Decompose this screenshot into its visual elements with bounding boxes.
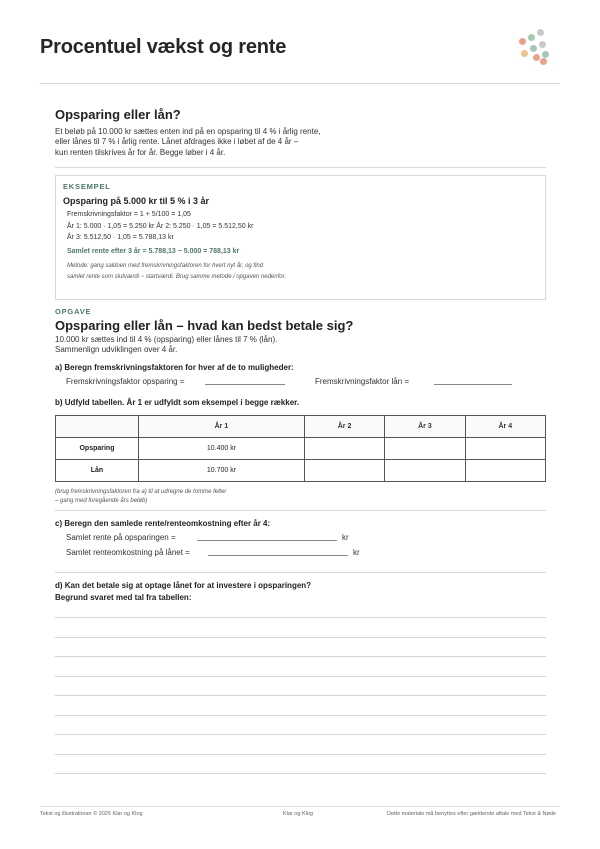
task-line: 10.000 kr sættes ind til 4 % (opsparing) eller lånes til 7 % (lån).: [55, 335, 278, 344]
table-header-cell: [56, 416, 139, 438]
answer-line[interactable]: [55, 617, 546, 618]
example-result: Samlet rente efter 3 år = 5.788,13 − 5.000 = 788,13 kr: [67, 248, 240, 255]
table-header-cell: År 1: [139, 416, 305, 438]
unit-kr: kr: [353, 548, 360, 557]
task-heading: Opsparing eller lån – hvad kan bedst betale sig?: [55, 318, 354, 333]
table-cell-empty[interactable]: [304, 460, 384, 482]
table-note-line: (brug fremskrivningsfaktoren fra a) til at udregne de tomme felter: [55, 489, 227, 495]
example-calculation: [67, 209, 537, 244]
section-divider: [55, 572, 546, 573]
footer-license: Dette materiale må benyttes efter gældende aftale med Tekst & Nøde: [387, 811, 556, 817]
intro-line: Et beløb på 10.000 kr sættes enten ind på en opsparing til 4 % i årlig rente,: [55, 127, 321, 136]
answer-line[interactable]: [55, 656, 546, 657]
answer-line[interactable]: [55, 695, 546, 696]
table-header-cell: År 3: [385, 416, 465, 438]
table-row: [56, 460, 546, 482]
table-note-line: – gang med foregående års beløb): [55, 497, 148, 504]
example-note: [67, 261, 537, 282]
answer-line[interactable]: [55, 734, 546, 735]
intro-heading: Opsparing eller lån?: [55, 107, 181, 122]
task-label: OPGAVE: [55, 307, 92, 316]
table-cell-empty[interactable]: [385, 460, 465, 482]
example-line: År 3: 5.512,50 · 1,05 = 5.788,13 kr: [67, 234, 174, 241]
table-cell: 10.700 kr: [139, 460, 305, 482]
example-line: Fremskrivningsfaktor = 1 + 5/100 = 1,05: [67, 211, 191, 218]
brand-logo: [515, 28, 555, 68]
question-d: d) Kan det betale sig at optage lånet for at investere i opsparingen?: [55, 581, 312, 590]
total-interest-savings-answer-line[interactable]: [197, 540, 337, 541]
section-divider: [55, 167, 546, 168]
question-b: b) Udfyld tabellen. År 1 er udfyldt som eksempel i begge rækker.: [55, 398, 300, 407]
answer-line[interactable]: [55, 715, 546, 716]
factor-loan-label: Fremskrivningsfaktor lån =: [315, 377, 410, 386]
table-cell: 10.400 kr: [139, 438, 305, 460]
question-c: c) Beregn den samlede rente/renteomkostning efter år 4:: [55, 519, 271, 528]
table-cell-empty[interactable]: [465, 460, 545, 482]
total-interest-loan-answer-line[interactable]: [208, 555, 348, 556]
answer-line[interactable]: [55, 676, 546, 677]
example-note-line: samlet rente som slutværdi − startværdi. Brug samme metode i opgaven nedenfor.: [67, 273, 287, 280]
page-title: Procentuel vækst og rente: [40, 36, 287, 58]
table-row: [56, 438, 546, 460]
intro-line: eller lånes til 7 % i årlig rente. Lånet afdrages ikke i løbet af de 4 år –: [55, 137, 299, 147]
total-interest-loan-label: Samlet renteomkostning på lånet =: [66, 548, 190, 557]
question-a: a) Beregn fremskrivningsfaktoren for hver af de to muligheder:: [55, 363, 294, 372]
factor-loan-answer-line[interactable]: [434, 384, 512, 385]
intro-text: [55, 127, 375, 158]
example-note-line: Metode: gang saldoen med fremskrivningsfaktoren for hvert nyt år, og find: [67, 263, 264, 269]
example-line: År 1: 5.000 · 1,05 = 5.250 kr År 2: 5.250 · 1,05 = 5.512,50 kr: [67, 222, 254, 230]
table-header-row: [56, 416, 546, 438]
footer-center: Klar og Klog: [283, 811, 313, 817]
task-description: [55, 335, 455, 355]
row-label-savings: Opsparing: [56, 438, 139, 460]
table-header-cell: År 4: [465, 416, 545, 438]
section-divider: [55, 510, 546, 511]
row-label-loan: Lån: [56, 460, 139, 482]
example-heading: Opsparing på 5.000 kr til 5 % i 3 år: [63, 196, 210, 206]
unit-kr: kr: [342, 533, 349, 542]
table-cell-empty[interactable]: [465, 438, 545, 460]
table-cell-empty[interactable]: [385, 438, 465, 460]
table-header-cell: År 2: [304, 416, 384, 438]
factor-savings-answer-line[interactable]: [205, 384, 285, 385]
table-note: [55, 488, 455, 505]
answer-line[interactable]: [55, 773, 546, 774]
header-divider: [40, 83, 560, 84]
factor-savings-label: Fremskrivningsfaktor opsparing =: [66, 377, 185, 386]
answer-line[interactable]: [55, 754, 546, 755]
example-box: [55, 175, 546, 300]
example-label: EKSEMPEL: [63, 182, 111, 191]
table-cell-empty[interactable]: [304, 438, 384, 460]
growth-table: [55, 415, 546, 482]
total-interest-savings-label: Samlet rente på opsparingen =: [66, 533, 176, 542]
task-line: Sammenlign udviklingen over 4 år.: [55, 345, 178, 354]
answer-line[interactable]: [55, 637, 546, 638]
footer-divider: [40, 806, 560, 807]
footer-copyright: Tekst og illustrationer © 2025 Klar og Klog: [40, 811, 143, 817]
intro-line: kun renten tilskrives år for år. Begge løber i 4 år.: [55, 147, 226, 157]
question-d-instruction: Begrund svaret med tal fra tabellen:: [55, 593, 192, 602]
